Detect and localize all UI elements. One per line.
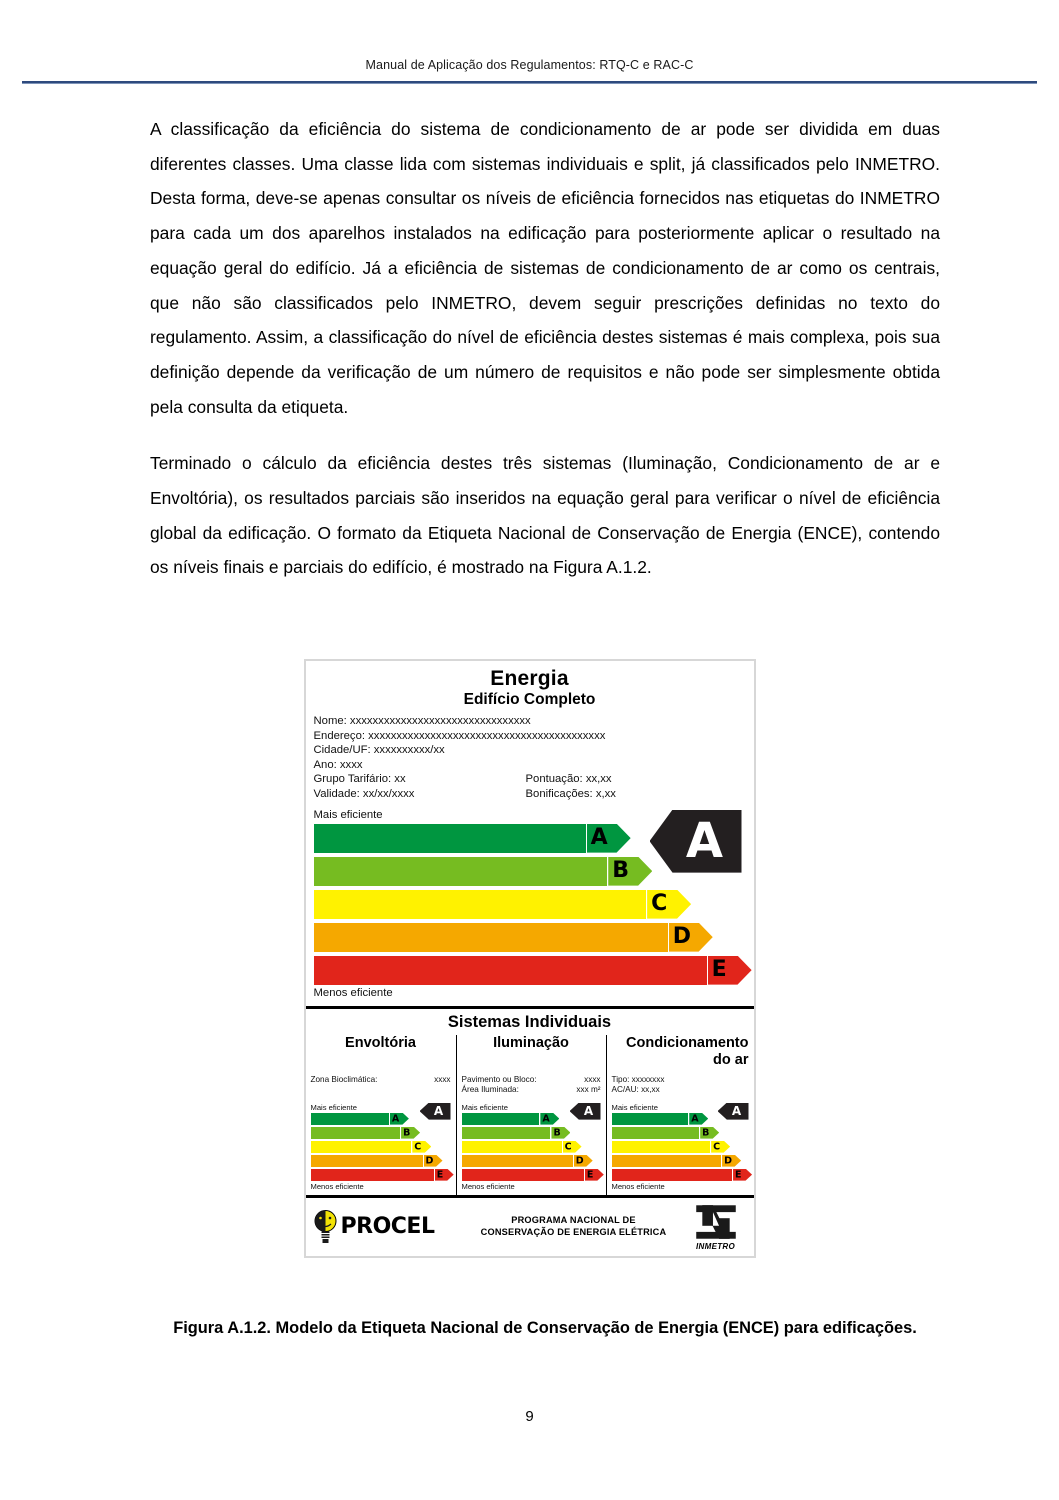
system-column-title: Iluminação bbox=[493, 1034, 569, 1051]
procel-logo bbox=[313, 1210, 463, 1244]
field-nome-value: xxxxxxxxxxxxxxxxxxxxxxxxxxxxxxxx bbox=[349, 715, 531, 727]
efficiency-band-e bbox=[314, 956, 746, 985]
mini-band-bar bbox=[462, 1127, 551, 1139]
band-bar-a bbox=[314, 824, 586, 853]
field-row-grupo-pontuacao bbox=[314, 772, 746, 787]
system-rating-badge bbox=[420, 1103, 451, 1120]
system-mini-scale bbox=[612, 1103, 749, 1191]
band-bar-d bbox=[314, 923, 668, 952]
main-efficiency-scale bbox=[314, 808, 746, 1002]
header-divider-rule bbox=[22, 81, 1037, 83]
field-row-validade-bonificacoes bbox=[314, 787, 746, 802]
system-column-1 bbox=[306, 1035, 456, 1195]
field-grupo-label: Grupo Tarifário: bbox=[313, 773, 392, 786]
mini-band-bar bbox=[612, 1155, 722, 1167]
system-field bbox=[462, 1075, 601, 1086]
mini-band-c bbox=[462, 1141, 601, 1153]
mini-band-arrow bbox=[689, 1113, 708, 1125]
mini-band-b bbox=[612, 1127, 749, 1139]
mini-band-arrow bbox=[424, 1155, 443, 1167]
mini-band-grade-letter: E bbox=[586, 1168, 594, 1180]
mini-band-grade-letter: E bbox=[436, 1168, 444, 1180]
band-grade-letter: D bbox=[672, 924, 691, 950]
page-running-header bbox=[0, 56, 1059, 74]
field-pontuacao-label: Pontuação: bbox=[525, 773, 583, 786]
field-endereco-label: Endereço: bbox=[313, 729, 365, 742]
mini-band-list bbox=[311, 1113, 451, 1181]
system-column-fields bbox=[311, 1075, 451, 1098]
ence-title: Energia bbox=[490, 667, 569, 690]
overall-rating-badge bbox=[650, 810, 742, 873]
system-field-value: xxx m² bbox=[576, 1085, 601, 1095]
mini-band-arrow bbox=[412, 1141, 431, 1153]
mini-most-efficient-label: Mais eficiente bbox=[310, 1102, 357, 1112]
system-field-value: xxxx bbox=[434, 1074, 451, 1084]
page-number: 9 bbox=[525, 1408, 534, 1425]
mini-band-grade-letter: A bbox=[391, 1112, 400, 1124]
scale-least-efficient-label: Menos eficiente bbox=[313, 986, 393, 999]
band-bar-e bbox=[314, 956, 707, 985]
field-endereco bbox=[314, 729, 746, 744]
system-column-fields bbox=[612, 1075, 749, 1098]
band-grade-letter: A bbox=[590, 825, 608, 851]
band-arrow-d bbox=[669, 923, 713, 952]
mini-band-bar bbox=[462, 1141, 562, 1153]
inmetro-wordmark: INMETRO bbox=[696, 1241, 735, 1251]
system-mini-scale bbox=[462, 1103, 601, 1191]
mini-band-arrow bbox=[722, 1155, 741, 1167]
mini-band-arrow bbox=[585, 1169, 604, 1181]
efficiency-band-c bbox=[314, 890, 746, 919]
mini-band-grade-letter: D bbox=[724, 1154, 732, 1166]
mini-band-e bbox=[311, 1169, 451, 1181]
system-field-label: Pavimento ou Bloco: bbox=[461, 1074, 537, 1084]
program-name bbox=[463, 1215, 685, 1238]
field-validade-value: xx/xx/xxxx bbox=[362, 787, 415, 800]
rating-letter: A bbox=[685, 813, 724, 870]
band-bar-c bbox=[314, 890, 647, 919]
field-grupo-tarifario bbox=[314, 772, 526, 787]
efficiency-band-d bbox=[314, 923, 746, 952]
system-column-title: Condicionamento do ar bbox=[626, 1034, 749, 1068]
mini-band-grade-letter: B bbox=[702, 1126, 710, 1138]
system-field bbox=[612, 1075, 749, 1086]
mini-least-efficient-label: Menos eficiente bbox=[461, 1181, 515, 1191]
ence-field-list bbox=[314, 714, 746, 802]
field-ano-value: xxxx bbox=[339, 758, 363, 771]
mini-band-arrow bbox=[390, 1113, 409, 1125]
mini-band-grade-letter: C bbox=[414, 1140, 422, 1152]
band-grade-letter: C bbox=[651, 891, 668, 917]
mini-band-d bbox=[462, 1155, 601, 1167]
field-nome-label: Nome: bbox=[313, 715, 347, 727]
mini-band-bar bbox=[462, 1169, 584, 1181]
individual-systems-section bbox=[306, 1009, 754, 1198]
mini-most-efficient-label: Mais eficiente bbox=[461, 1102, 508, 1112]
mini-most-efficient-label: Mais eficiente bbox=[611, 1102, 658, 1112]
mini-band-bar bbox=[612, 1169, 733, 1181]
ence-label bbox=[304, 659, 756, 1258]
figure-a12-wrapper bbox=[0, 659, 1059, 1258]
band-grade-letter: B bbox=[612, 858, 630, 884]
system-field bbox=[311, 1075, 451, 1086]
paragraph-2: Terminado o cálculo da eficiência destes três sistemas (Iluminação, Condicionamento de ar e Envoltória), os resultados parciais são inseridos na equação geral para verificar o nível de eficiência global da edificação. O formato da Etiqueta Nacional de Conservação de Energia (ENCE), contendo os níveis finais e parciais do edifício, é mostrado na Figura A.1.2. bbox=[150, 453, 940, 578]
mini-band-bar bbox=[612, 1141, 711, 1153]
system-field-label: Zona Bioclimática: bbox=[310, 1074, 378, 1084]
field-ano-label: Ano: bbox=[313, 758, 337, 771]
field-bonificacoes-label: Bonificações: bbox=[525, 787, 593, 800]
procel-wordmark: PROCEL bbox=[340, 1214, 435, 1240]
scale-most-efficient-label: Mais eficiente bbox=[313, 808, 383, 821]
running-head-text: Manual de Aplicação dos Regulamentos: RTQ-C e RAC-C bbox=[365, 58, 694, 72]
band-arrow-e bbox=[708, 956, 752, 985]
mini-band-grade-letter: B bbox=[403, 1126, 411, 1138]
system-mini-scale bbox=[311, 1103, 451, 1191]
band-arrow-b bbox=[608, 857, 652, 886]
paragraph-1: A classificação da eficiência do sistema de condicionamento de ar pode ser dividida em duas diferentes classes. Uma classe lida com sistemas individuais e split, já classificados pelo INMETRO. Desta forma, deve-se apenas consultar os níveis de eficiência fornecidos nas etiquetas do INMETRO para cada um dos aparelhos instalados na edificação para posteriormente aplicar o resultado na equação geral do edifício. Já a eficiência de sistemas de condicionamento de ar como os centrais, que não são classificados pelo INMETRO, devem seguir prescrições definidas no texto do regulamento. Assim, a classificação do nível de eficiência destes sistemas é mais complexa, pois sua definição depende da verificação de um número de requisitos e não pode ser simplesmente obtida pela consulta da etiqueta. bbox=[150, 119, 940, 417]
mini-band-bar bbox=[311, 1141, 412, 1153]
band-bar-b bbox=[314, 857, 608, 886]
mini-band-grade-letter: D bbox=[575, 1154, 584, 1166]
mini-band-bar bbox=[311, 1113, 389, 1125]
system-field bbox=[612, 1085, 749, 1096]
system-rating-letter: A bbox=[433, 1104, 444, 1119]
mini-band-arrow bbox=[401, 1127, 420, 1139]
document-body bbox=[150, 112, 940, 585]
figure-caption: Figura A.1.2. Modelo da Etiqueta Nacional de Conservação de Energia (ENCE) para edificações. bbox=[173, 1319, 917, 1337]
system-rating-badge bbox=[718, 1103, 749, 1120]
mini-band-list bbox=[462, 1113, 601, 1181]
field-ano bbox=[314, 758, 746, 773]
system-column-fields bbox=[462, 1075, 601, 1098]
field-pontuacao-value: xx,xx bbox=[585, 773, 612, 786]
field-nome bbox=[314, 714, 746, 729]
system-column-2 bbox=[456, 1035, 606, 1195]
mini-band-grade-letter: C bbox=[564, 1140, 572, 1152]
inmetro-logo bbox=[685, 1203, 747, 1251]
system-field-label: Área Iluminada: bbox=[461, 1085, 519, 1095]
mini-band-grade-letter: B bbox=[553, 1126, 561, 1138]
field-validade-label: Validade: bbox=[313, 787, 360, 800]
system-field-label: AC/AU: xx,xx bbox=[611, 1085, 660, 1095]
mini-band-list bbox=[612, 1113, 749, 1181]
mini-least-efficient-label: Menos eficiente bbox=[310, 1181, 364, 1191]
mini-least-efficient-label: Menos eficiente bbox=[611, 1181, 665, 1191]
mini-band-bar bbox=[462, 1155, 573, 1167]
system-column-3 bbox=[606, 1035, 754, 1195]
mini-band-grade-letter: D bbox=[425, 1154, 434, 1166]
field-grupo-value: xx bbox=[394, 773, 406, 786]
mini-band-b bbox=[311, 1127, 451, 1139]
mini-band-bar bbox=[612, 1127, 700, 1139]
mini-band-grade-letter: C bbox=[713, 1140, 721, 1152]
system-columns bbox=[306, 1035, 754, 1195]
field-endereco-value: xxxxxxxxxxxxxxxxxxxxxxxxxxxxxxxxxxxxxxxxxx bbox=[368, 729, 606, 742]
field-pontuacao bbox=[526, 772, 746, 787]
lightbulb-icon bbox=[313, 1210, 338, 1244]
system-field-value: xxxx bbox=[584, 1074, 601, 1084]
ence-subtitle: Edifício Completo bbox=[463, 691, 596, 708]
mini-band-grade-letter: A bbox=[691, 1112, 699, 1124]
field-bonificacoes-value: x,xx bbox=[595, 787, 616, 800]
ence-top-section bbox=[306, 661, 754, 1009]
mini-band-e bbox=[612, 1169, 749, 1181]
band-arrow-a bbox=[587, 824, 631, 853]
system-column-title: Envoltória bbox=[345, 1034, 416, 1051]
field-cidade-label: Cidade/UF: bbox=[313, 744, 371, 757]
mini-band-grade-letter: E bbox=[735, 1168, 742, 1180]
individual-systems-title: Sistemas Individuais bbox=[447, 1012, 612, 1031]
mini-band-arrow bbox=[700, 1127, 719, 1139]
system-rating-letter: A bbox=[731, 1104, 742, 1119]
ence-footer bbox=[306, 1198, 754, 1256]
mini-band-bar bbox=[311, 1169, 434, 1181]
mini-band-d bbox=[311, 1155, 451, 1167]
mini-band-bar bbox=[462, 1113, 540, 1125]
system-field-label: Tipo: xxxxxxxx bbox=[611, 1074, 665, 1084]
mini-band-arrow bbox=[540, 1113, 559, 1125]
mini-band-bar bbox=[612, 1113, 689, 1125]
mini-band-arrow bbox=[733, 1169, 752, 1181]
mini-band-c bbox=[612, 1141, 749, 1153]
mini-band-arrow bbox=[574, 1155, 593, 1167]
system-rating-badge bbox=[570, 1103, 601, 1120]
band-grade-letter: E bbox=[711, 957, 727, 983]
mini-band-e bbox=[462, 1169, 601, 1181]
mini-band-bar bbox=[311, 1127, 401, 1139]
mini-band-bar bbox=[311, 1155, 423, 1167]
field-cidade-value: xxxxxxxxxx/xx bbox=[373, 744, 445, 757]
mini-band-grade-letter: A bbox=[542, 1112, 550, 1124]
mini-band-arrow bbox=[711, 1141, 730, 1153]
system-field bbox=[462, 1085, 601, 1096]
band-arrow-c bbox=[647, 890, 691, 919]
mini-band-b bbox=[462, 1127, 601, 1139]
mini-band-c bbox=[311, 1141, 451, 1153]
mini-band-arrow bbox=[435, 1169, 454, 1181]
program-line-1: PROGRAMA NACIONAL DE bbox=[511, 1215, 636, 1226]
mini-band-d bbox=[612, 1155, 749, 1167]
inmetro-n-icon bbox=[693, 1203, 739, 1241]
field-validade bbox=[314, 787, 526, 802]
field-cidade-uf bbox=[314, 743, 746, 758]
program-line-2: CONSERVAÇÃO DE ENERGIA ELÉTRICA bbox=[480, 1226, 667, 1237]
field-bonificacoes bbox=[526, 787, 746, 802]
mini-band-arrow bbox=[551, 1127, 570, 1139]
system-rating-letter: A bbox=[583, 1104, 594, 1119]
mini-band-arrow bbox=[563, 1141, 582, 1153]
